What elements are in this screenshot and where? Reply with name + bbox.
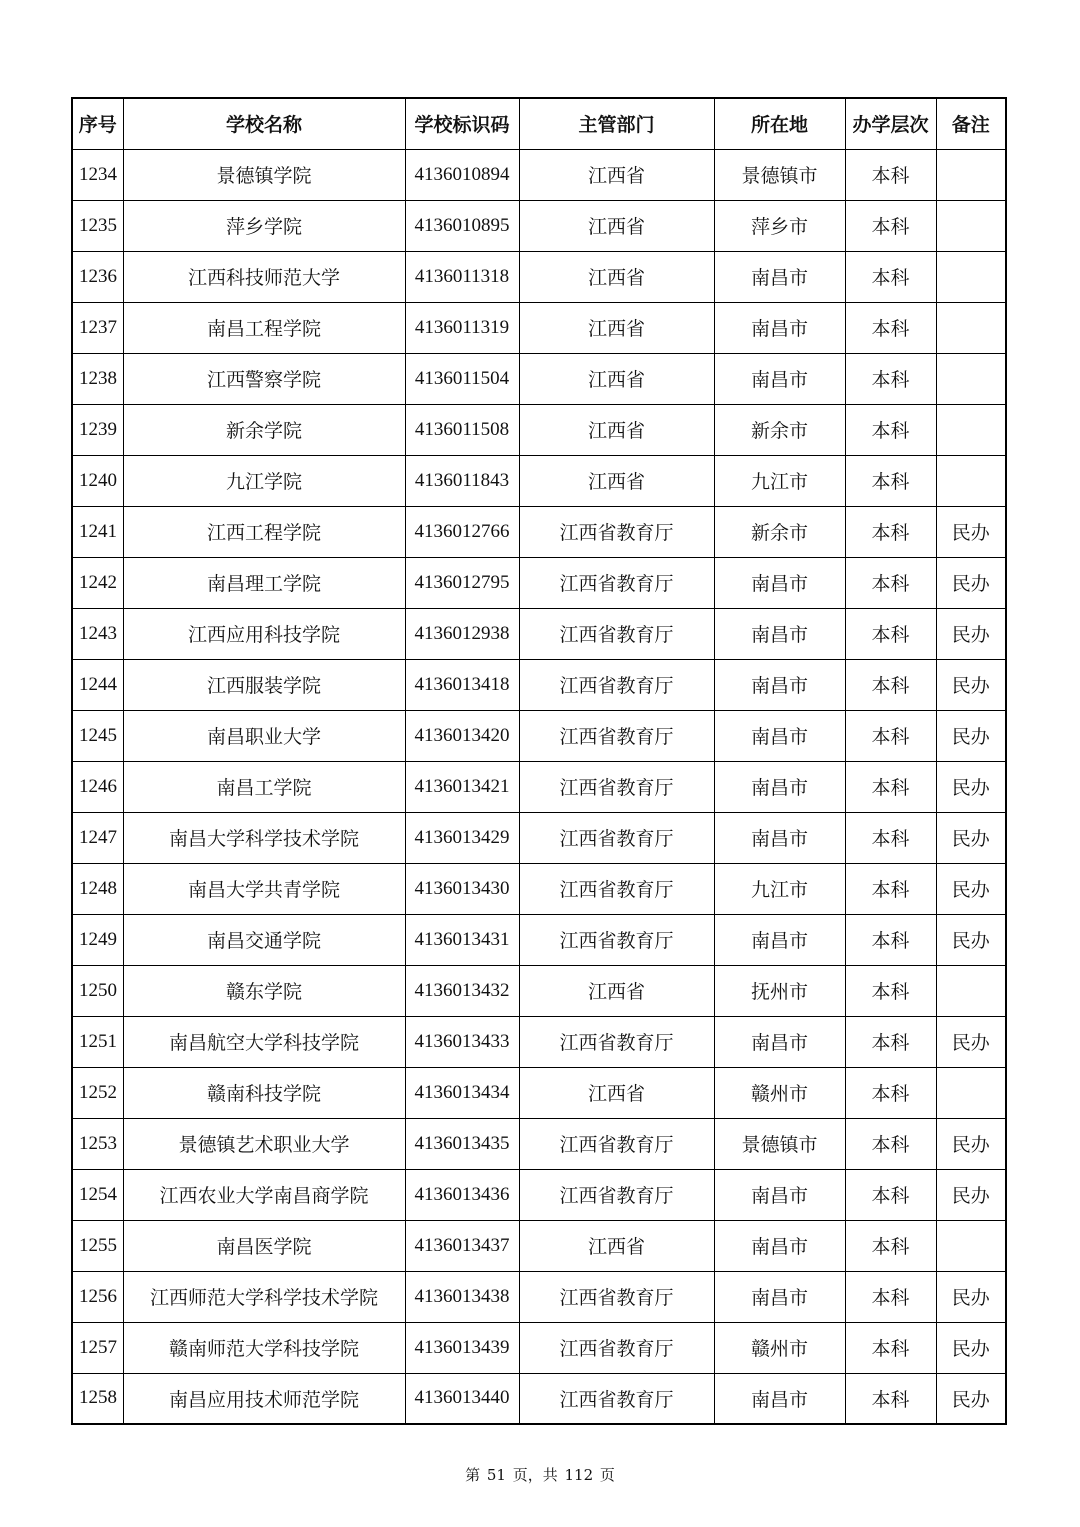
cell-serial-number: 1251 [72,1016,123,1067]
cell-school-code: 4136013433 [405,1016,519,1067]
table-row [72,404,1006,455]
cell-school-code: 4136013432 [405,965,519,1016]
cell-serial-number: 1253 [72,1118,123,1169]
cell-education-level: 本科 [845,557,936,608]
cell-remarks [936,965,1006,1016]
cell-education-level: 本科 [845,1220,936,1271]
cell-serial-number: 1255 [72,1220,123,1271]
cell-school-code: 4136013434 [405,1067,519,1118]
cell-education-level: 本科 [845,1118,936,1169]
cell-location: 南昌市 [714,1016,845,1067]
cell-school-name: 江西科技师范大学 [123,251,405,302]
cell-school-name: 赣南科技学院 [123,1067,405,1118]
cell-location: 南昌市 [714,659,845,710]
cell-department: 江西省 [519,149,714,200]
cell-remarks: 民办 [936,863,1006,914]
header-row [72,98,1006,149]
cell-school-code: 4136013440 [405,1373,519,1424]
cell-school-code: 4136010894 [405,149,519,200]
cell-school-name: 南昌职业大学 [123,710,405,761]
cell-education-level: 本科 [845,251,936,302]
cell-remarks [936,1220,1006,1271]
cell-serial-number: 1248 [72,863,123,914]
cell-remarks [936,200,1006,251]
cell-education-level: 本科 [845,455,936,506]
cell-location: 南昌市 [714,608,845,659]
cell-remarks [936,251,1006,302]
cell-location: 赣州市 [714,1067,845,1118]
cell-remarks: 民办 [936,812,1006,863]
cell-education-level: 本科 [845,761,936,812]
cell-remarks: 民办 [936,1118,1006,1169]
cell-remarks: 民办 [936,1373,1006,1424]
cell-school-code: 4136011843 [405,455,519,506]
cell-department: 江西省教育厅 [519,812,714,863]
table-row [72,863,1006,914]
cell-school-code: 4136012766 [405,506,519,557]
cell-location: 抚州市 [714,965,845,1016]
table-header [72,98,1006,149]
cell-department: 江西省 [519,251,714,302]
cell-location: 南昌市 [714,302,845,353]
cell-remarks: 民办 [936,1169,1006,1220]
cell-serial-number: 1238 [72,353,123,404]
cell-location: 新余市 [714,404,845,455]
table-row [72,965,1006,1016]
cell-department: 江西省教育厅 [519,659,714,710]
cell-location: 南昌市 [714,710,845,761]
cell-school-name: 南昌工程学院 [123,302,405,353]
cell-education-level: 本科 [845,812,936,863]
cell-serial-number: 1245 [72,710,123,761]
table-row [72,200,1006,251]
cell-school-name: 江西农业大学南昌商学院 [123,1169,405,1220]
cell-school-code: 4136013421 [405,761,519,812]
page-footer: 第 51 页，共 112 页 [465,1466,615,1484]
cell-school-code: 4136013418 [405,659,519,710]
cell-location: 南昌市 [714,1271,845,1322]
cell-department: 江西省教育厅 [519,710,714,761]
cell-remarks [936,404,1006,455]
cell-location: 南昌市 [714,812,845,863]
cell-remarks: 民办 [936,659,1006,710]
cell-serial-number: 1257 [72,1322,123,1373]
table-row [72,812,1006,863]
cell-education-level: 本科 [845,1016,936,1067]
cell-serial-number: 1237 [72,302,123,353]
cell-education-level: 本科 [845,200,936,251]
cell-school-name: 江西工程学院 [123,506,405,557]
cell-department: 江西省 [519,404,714,455]
table-body [72,149,1006,1424]
cell-department: 江西省 [519,965,714,1016]
cell-school-name: 南昌航空大学科技学院 [123,1016,405,1067]
cell-school-name: 江西师范大学科学技术学院 [123,1271,405,1322]
cell-location: 南昌市 [714,557,845,608]
cell-location: 九江市 [714,863,845,914]
cell-education-level: 本科 [845,965,936,1016]
cell-school-name: 南昌交通学院 [123,914,405,965]
cell-school-code: 4136013420 [405,710,519,761]
cell-location: 景德镇市 [714,1118,845,1169]
cell-location: 九江市 [714,455,845,506]
cell-remarks [936,302,1006,353]
cell-department: 江西省教育厅 [519,557,714,608]
cell-location: 南昌市 [714,251,845,302]
cell-department: 江西省教育厅 [519,506,714,557]
cell-education-level: 本科 [845,710,936,761]
cell-school-code: 4136013438 [405,1271,519,1322]
cell-school-name: 南昌大学共青学院 [123,863,405,914]
cell-school-code: 4136011508 [405,404,519,455]
cell-serial-number: 1250 [72,965,123,1016]
cell-department: 江西省 [519,1220,714,1271]
cell-school-name: 江西警察学院 [123,353,405,404]
table-row [72,761,1006,812]
cell-location: 南昌市 [714,914,845,965]
cell-school-name: 景德镇学院 [123,149,405,200]
cell-education-level: 本科 [845,1271,936,1322]
cell-department: 江西省教育厅 [519,863,714,914]
cell-education-level: 本科 [845,302,936,353]
cell-department: 江西省教育厅 [519,1118,714,1169]
cell-serial-number: 1240 [72,455,123,506]
header-school-name: 学校名称 [123,98,405,149]
cell-education-level: 本科 [845,608,936,659]
cell-remarks [936,353,1006,404]
cell-school-code: 4136012795 [405,557,519,608]
schools-table [71,97,1007,1425]
cell-education-level: 本科 [845,1322,936,1373]
cell-school-code: 4136013435 [405,1118,519,1169]
cell-location: 南昌市 [714,353,845,404]
cell-school-code: 4136011504 [405,353,519,404]
cell-department: 江西省教育厅 [519,1373,714,1424]
table-row [72,1373,1006,1424]
cell-remarks: 民办 [936,710,1006,761]
cell-serial-number: 1234 [72,149,123,200]
table-row [72,608,1006,659]
cell-school-name: 南昌工学院 [123,761,405,812]
cell-department: 江西省教育厅 [519,1016,714,1067]
cell-school-code: 4136013439 [405,1322,519,1373]
cell-school-name: 南昌理工学院 [123,557,405,608]
header-location: 所在地 [714,98,845,149]
cell-department: 江西省教育厅 [519,608,714,659]
cell-serial-number: 1244 [72,659,123,710]
cell-remarks: 民办 [936,557,1006,608]
cell-serial-number: 1236 [72,251,123,302]
cell-remarks: 民办 [936,914,1006,965]
cell-serial-number: 1239 [72,404,123,455]
cell-serial-number: 1249 [72,914,123,965]
cell-serial-number: 1258 [72,1373,123,1424]
header-serial-number: 序号 [72,98,123,149]
cell-department: 江西省 [519,353,714,404]
table-row [72,1271,1006,1322]
cell-school-name: 南昌大学科学技术学院 [123,812,405,863]
cell-remarks: 民办 [936,608,1006,659]
cell-remarks: 民办 [936,1271,1006,1322]
cell-location: 南昌市 [714,1220,845,1271]
cell-serial-number: 1241 [72,506,123,557]
cell-location: 新余市 [714,506,845,557]
table-row [72,1169,1006,1220]
header-department: 主管部门 [519,98,714,149]
cell-department: 江西省 [519,1067,714,1118]
cell-serial-number: 1252 [72,1067,123,1118]
cell-department: 江西省 [519,455,714,506]
cell-location: 南昌市 [714,1169,845,1220]
cell-education-level: 本科 [845,659,936,710]
table-row [72,506,1006,557]
cell-location: 景德镇市 [714,149,845,200]
cell-department: 江西省 [519,200,714,251]
cell-school-code: 4136010895 [405,200,519,251]
cell-serial-number: 1247 [72,812,123,863]
cell-school-code: 4136013437 [405,1220,519,1271]
cell-school-name: 江西应用科技学院 [123,608,405,659]
cell-education-level: 本科 [845,863,936,914]
cell-school-code: 4136012938 [405,608,519,659]
cell-education-level: 本科 [845,149,936,200]
header-school-code: 学校标识码 [405,98,519,149]
cell-education-level: 本科 [845,1373,936,1424]
table-row [72,149,1006,200]
cell-serial-number: 1242 [72,557,123,608]
cell-school-name: 九江学院 [123,455,405,506]
table-row [72,1322,1006,1373]
table-row [72,914,1006,965]
cell-education-level: 本科 [845,506,936,557]
cell-school-name: 新余学院 [123,404,405,455]
table-row [72,1118,1006,1169]
cell-remarks [936,149,1006,200]
cell-serial-number: 1235 [72,200,123,251]
cell-school-code: 4136011318 [405,251,519,302]
cell-department: 江西省教育厅 [519,761,714,812]
cell-location: 萍乡市 [714,200,845,251]
table-row [72,1067,1006,1118]
table-row [72,710,1006,761]
cell-school-name: 萍乡学院 [123,200,405,251]
cell-education-level: 本科 [845,404,936,455]
cell-school-name: 赣东学院 [123,965,405,1016]
cell-department: 江西省教育厅 [519,1271,714,1322]
cell-education-level: 本科 [845,1169,936,1220]
cell-school-code: 4136013430 [405,863,519,914]
table-row [72,557,1006,608]
table-row [72,455,1006,506]
cell-school-code: 4136013431 [405,914,519,965]
header-remarks: 备注 [936,98,1006,149]
cell-school-code: 4136013429 [405,812,519,863]
cell-serial-number: 1243 [72,608,123,659]
table-row [72,302,1006,353]
table-row [72,1220,1006,1271]
cell-remarks: 民办 [936,506,1006,557]
cell-location: 南昌市 [714,1373,845,1424]
cell-school-name: 赣南师范大学科技学院 [123,1322,405,1373]
cell-remarks: 民办 [936,761,1006,812]
cell-education-level: 本科 [845,353,936,404]
cell-school-name: 南昌应用技术师范学院 [123,1373,405,1424]
cell-remarks [936,1067,1006,1118]
cell-school-name: 南昌医学院 [123,1220,405,1271]
cell-remarks: 民办 [936,1016,1006,1067]
table-row [72,1016,1006,1067]
table-row [72,353,1006,404]
header-education-level: 办学层次 [845,98,936,149]
cell-serial-number: 1246 [72,761,123,812]
cell-education-level: 本科 [845,914,936,965]
cell-location: 赣州市 [714,1322,845,1373]
cell-serial-number: 1254 [72,1169,123,1220]
cell-department: 江西省教育厅 [519,1169,714,1220]
table-row [72,251,1006,302]
cell-department: 江西省教育厅 [519,914,714,965]
cell-location: 南昌市 [714,761,845,812]
table-row [72,659,1006,710]
cell-remarks [936,455,1006,506]
cell-school-name: 景德镇艺术职业大学 [123,1118,405,1169]
cell-school-name: 江西服装学院 [123,659,405,710]
cell-serial-number: 1256 [72,1271,123,1322]
cell-school-code: 4136013436 [405,1169,519,1220]
cell-education-level: 本科 [845,1067,936,1118]
cell-remarks: 民办 [936,1322,1006,1373]
cell-school-code: 4136011319 [405,302,519,353]
cell-department: 江西省 [519,302,714,353]
cell-department: 江西省教育厅 [519,1322,714,1373]
